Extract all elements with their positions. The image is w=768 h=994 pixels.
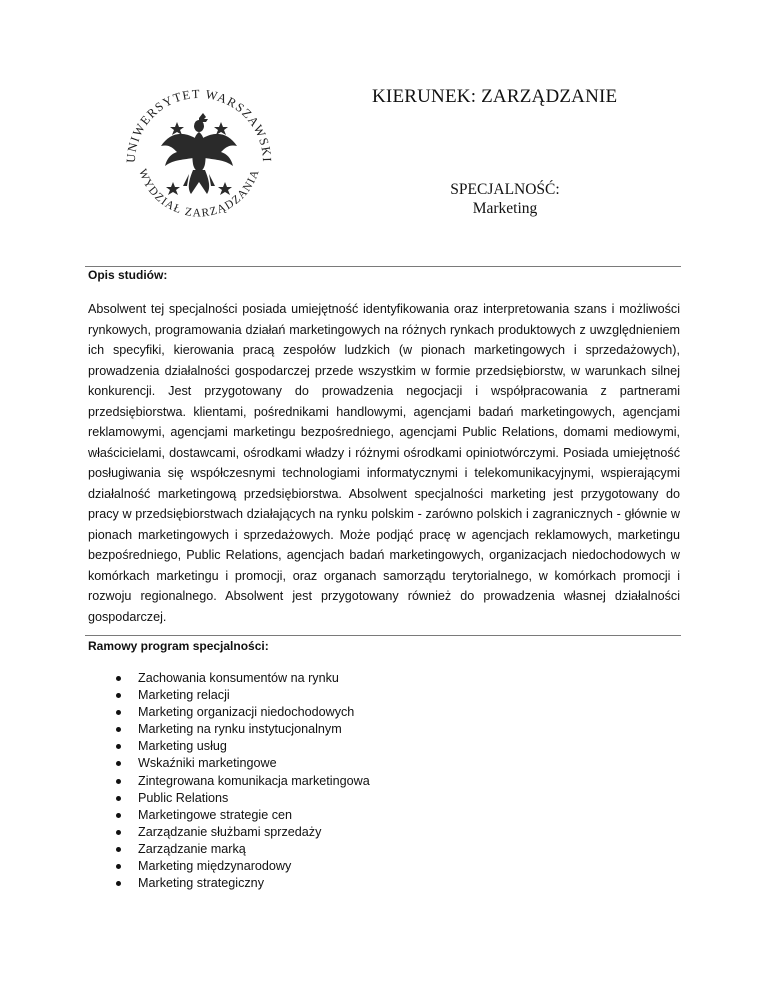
bullet-icon — [116, 881, 121, 886]
bullet-icon — [116, 813, 121, 818]
list-item-label: Zintegrowana komunikacja marketingowa — [138, 773, 370, 788]
list-item — [88, 687, 370, 704]
list-item — [88, 824, 370, 841]
list-item-label: Marketing relacji — [138, 688, 230, 703]
section-heading-description: Opis studiów: — [88, 268, 168, 282]
seal-text-bottom: WYDZIAŁ ZARZĄDZANIA — [136, 167, 262, 220]
bullet-icon — [116, 761, 121, 766]
bullet-icon — [116, 710, 121, 715]
description-paragraph: Absolwent tej specjalności posiada umiejętność identyfikowania oraz interpretowania szans i możliwości rynkowych, programowania działań marketingowych na różnych rynkach produktowych z uwzględnieniem ich specyfiki, kierowania pracą zespołów ludzkich (w pionach marketingowych i sprzedażowych), prowadzenia działalności gospodarczej przede wszystkim w formie przedsiębiorstw, w warunkach silnej konkurencji. Jest przygotowany do prowadzenia negocjacji i współpracowania z partnerami przedsiębiorstwa. klientami, pośrednikami handlowymi, agencjami badań marketingowych, agencjami reklamowymi, agencjami marketingu bezpośredniego, agencjami Public Relations, domami mediowymi, właścicielami, dostawcami, ośrodkami władzy i różnymi ośrodkami opiniotwórczymi. Posiada umiejętność posługiwania się współczesnymi technologiami informatycznymi i telekomunikacyjnymi, wspierającymi działalność marketingową przedsiębiorstwa. Absolwent specjalności marketing jest przygotowany do pracy w przedsiębiorstwach działających na rynku polskim - zarówno polskich i zagranicznych - głównie w pionach marketingowych i sprzedażowych. Może podjąć pracę w agencjach reklamowych, marketingu bezpośredniego, Public Relations, agencjach badań marketingowych, organizacjach niedochodowych w komórkach marketingu i promocji, oraz organach samorządu terytorialnego, w komórkach promocji i rozwoju regionalnego. Absolwent jest przygotowany również do prowadzenia własnej działalności gospodarczej. — [88, 302, 680, 624]
list-item — [88, 721, 370, 738]
list-item — [88, 738, 370, 755]
specialty-value: Marketing — [472, 200, 538, 217]
list-item — [88, 841, 370, 858]
university-seal-logo — [115, 78, 283, 246]
bullet-icon — [116, 744, 121, 749]
divider — [85, 266, 681, 267]
specialty-label: SPECJALNOŚĆ: — [450, 181, 560, 198]
specialty-block — [430, 180, 580, 218]
seal-text-top: UNIWERSYTET WARSZAWSKI — [123, 86, 275, 164]
list-item — [88, 755, 370, 772]
bullet-icon — [116, 847, 121, 852]
bullet-icon — [116, 676, 121, 681]
list-item — [88, 875, 370, 892]
program-list — [88, 670, 370, 892]
bullet-icon — [116, 864, 121, 869]
bullet-icon — [116, 779, 121, 784]
divider — [85, 635, 681, 636]
bullet-icon — [116, 796, 121, 801]
list-item — [88, 773, 370, 790]
list-item-label: Zarządzanie marką — [138, 841, 246, 856]
list-item-label: Marketing na rynku instytucjonalnym — [138, 722, 342, 737]
list-item-label: Marketing strategiczny — [138, 876, 264, 891]
list-item — [88, 670, 370, 687]
list-item-label: Zachowania konsumentów na rynku — [138, 671, 339, 685]
list-item — [88, 858, 370, 875]
list-item-label: Public Relations — [138, 790, 229, 805]
bullet-icon — [116, 693, 121, 698]
list-item — [88, 790, 370, 807]
list-item-label: Marketing usług — [138, 739, 227, 754]
list-item-label: Marketing organizacji niedochodowych — [138, 705, 355, 720]
list-item-label: Marketingowe strategie cen — [138, 807, 293, 822]
list-item-label: Zarządzanie służbami sprzedaży — [138, 824, 322, 839]
eagle-icon — [161, 113, 237, 194]
bullet-icon — [116, 727, 121, 732]
list-item-label: Wskaźniki marketingowe — [138, 756, 277, 771]
list-item — [88, 704, 370, 721]
list-item-label: Marketing międzynarodowy — [138, 859, 292, 874]
page-title: KIERUNEK: ZARZĄDZANIE — [372, 86, 618, 107]
section-heading-program: Ramowy program specjalności: — [88, 639, 269, 653]
list-item — [88, 807, 370, 824]
bullet-icon — [116, 830, 121, 835]
